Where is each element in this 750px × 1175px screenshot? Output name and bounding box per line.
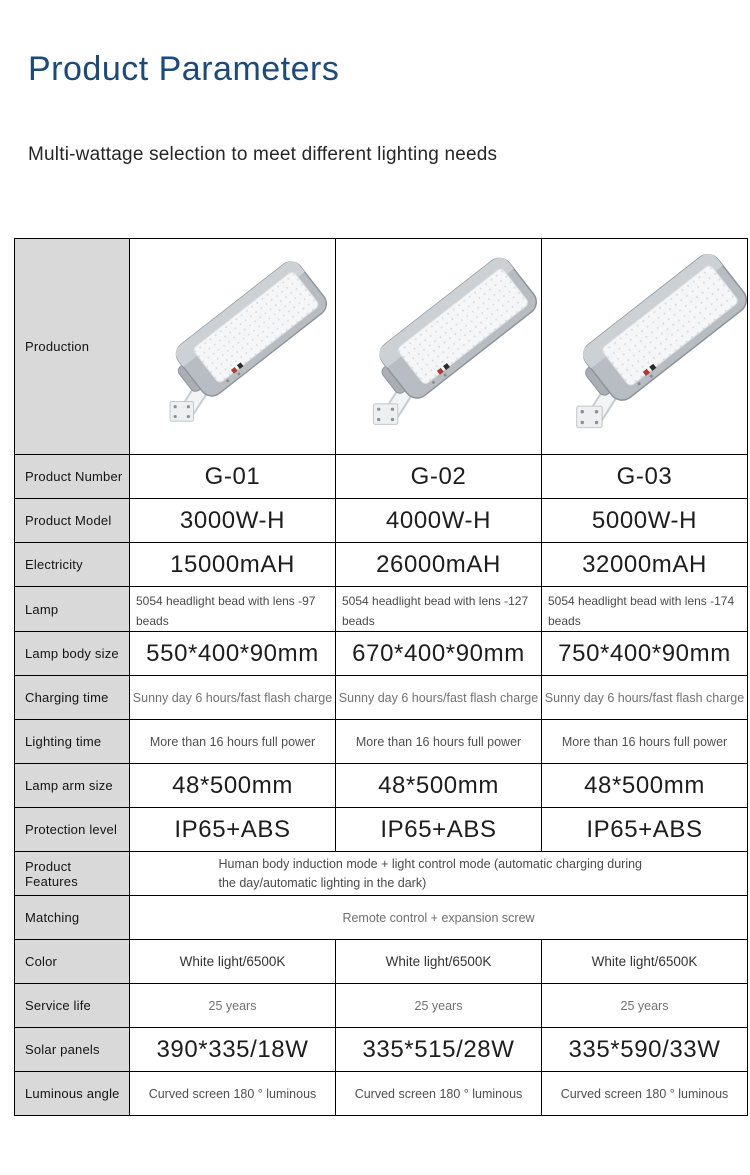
page-title: Product Parameters [28,50,340,88]
value-solar-panels-3: 335*590/33W [542,1028,748,1072]
value-electricity-3: 32000mAH [542,543,748,587]
row-label-product-model: Product Model [15,499,130,543]
row-label-lamp-body-size: Lamp body size [15,632,130,676]
row-label-protection-level: Protection level [15,808,130,852]
table-row-production [15,239,748,455]
value-lighting-time-2: More than 16 hours full power [336,720,542,764]
value-color-2: White light/6500K [336,940,542,984]
table-row-service-life [15,984,748,1028]
value-color-3: White light/6500K [542,940,748,984]
row-label-product-features: Product Features [15,852,130,896]
table-row-lamp-arm-size [15,764,748,808]
value-lamp-arm-size-3: 48*500mm [542,764,748,808]
street-light-image [543,243,747,451]
value-lamp-arm-size-1: 48*500mm [130,764,336,808]
value-luminous-angle-3: Curved screen 180 ° luminous [542,1072,748,1116]
value-product-model-2: 4000W-H [336,499,542,543]
parameters-table [14,238,748,1116]
table-row-charging-time [15,676,748,720]
row-label-solar-panels: Solar panels [15,1028,130,1072]
matching-text: Remote control + expansion screw [342,910,535,925]
row-label-charging-time: Charging time [15,676,130,720]
value-product-features [130,852,748,896]
value-lamp-body-size-1: 550*400*90mm [130,632,336,676]
value-electricity-2: 26000mAH [336,543,542,587]
row-label-electricity: Electricity [15,543,130,587]
value-service-life-2: 25 years [336,984,542,1028]
row-label-color: Color [15,940,130,984]
value-product-model-3: 5000W-H [542,499,748,543]
table-row-product-model [15,499,748,543]
value-lighting-time-3: More than 16 hours full power [542,720,748,764]
value-luminous-angle-1: Curved screen 180 ° luminous [130,1072,336,1116]
value-lighting-time-1: More than 16 hours full power [130,720,336,764]
value-product-number-1: G-01 [130,455,336,499]
value-charging-time-1: Sunny day 6 hours/fast flash charge [130,676,336,720]
row-label-luminous-angle: Luminous angle [15,1072,130,1116]
value-product-number-2: G-02 [336,455,542,499]
row-label-lighting-time: Lighting time [15,720,130,764]
table-row-product-number [15,455,748,499]
value-lamp-3: 5054 headlight bead with lens -174 beads [542,587,748,632]
value-color-1: White light/6500K [130,940,336,984]
value-lamp-arm-size-2: 48*500mm [336,764,542,808]
value-matching [130,896,748,940]
product-features-text: Human body induction mode + light control mode (automatic charging during the day/automatic lighting in the dark) [218,857,643,890]
street-light-image [341,246,537,448]
value-protection-level-2: IP65+ABS [336,808,542,852]
table-row-luminous-angle [15,1072,748,1116]
street-light-image [139,249,327,445]
value-luminous-angle-2: Curved screen 180 ° luminous [336,1072,542,1116]
production-cell-3 [542,239,748,455]
value-service-life-3: 25 years [542,984,748,1028]
value-lamp-2: 5054 headlight bead with lens -127 beads [336,587,542,632]
table-row-lamp [15,587,748,632]
production-cell-1 [130,239,336,455]
table-row-lamp-body-size [15,632,748,676]
row-label-production: Production [15,239,130,455]
value-charging-time-2: Sunny day 6 hours/fast flash charge [336,676,542,720]
table-row-protection-level [15,808,748,852]
value-solar-panels-2: 335*515/28W [336,1028,542,1072]
value-protection-level-1: IP65+ABS [130,808,336,852]
table-row-color [15,940,748,984]
table-row-lighting-time [15,720,748,764]
value-protection-level-3: IP65+ABS [542,808,748,852]
row-label-lamp-arm-size: Lamp arm size [15,764,130,808]
table-row-product-features [15,852,748,896]
value-lamp-1: 5054 headlight bead with lens -97 beads [130,587,336,632]
value-lamp-body-size-3: 750*400*90mm [542,632,748,676]
row-label-lamp: Lamp [15,587,130,632]
page-subtitle: Multi-wattage selection to meet different lighting needs [28,144,498,165]
value-solar-panels-1: 390*335/18W [130,1028,336,1072]
value-service-life-1: 25 years [130,984,336,1028]
value-charging-time-3: Sunny day 6 hours/fast flash charge [542,676,748,720]
row-label-product-number: Product Number [15,455,130,499]
table-row-solar-panels [15,1028,748,1072]
table-row-matching [15,896,748,940]
production-cell-2 [336,239,542,455]
row-label-matching: Matching [15,896,130,940]
value-lamp-body-size-2: 670*400*90mm [336,632,542,676]
table-row-electricity [15,543,748,587]
value-product-model-1: 3000W-H [130,499,336,543]
value-electricity-1: 15000mAH [130,543,336,587]
value-product-number-3: G-03 [542,455,748,499]
row-label-service-life: Service life [15,984,130,1028]
